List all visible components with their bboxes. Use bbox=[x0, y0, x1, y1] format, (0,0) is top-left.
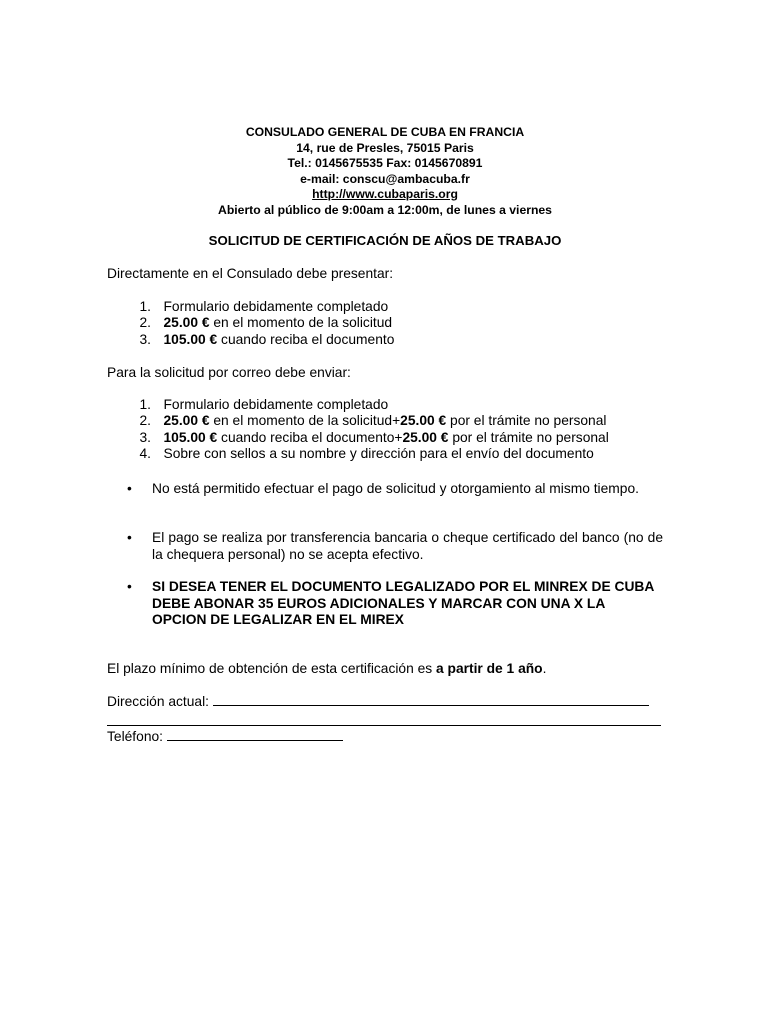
telefono-field bbox=[107, 728, 343, 744]
direccion-label: Dirección actual: bbox=[107, 694, 209, 709]
correo-requirements-list bbox=[107, 397, 667, 462]
consulate-address: 14, rue de Presles, 75015 Paris bbox=[296, 140, 474, 155]
note-legalization: • SI DESEA TENER EL DOCUMENTO LEGALIZADO POR EL MINREX DE CUBA DEBE ABONAR 35 EUROS ADICIONALES Y MARCAR CON UNA X LA OPCION DE LEGALIZAR EN EL MIREX bbox=[127, 579, 654, 627]
direccion-field bbox=[107, 693, 649, 709]
telefono-input-line[interactable] bbox=[167, 728, 343, 741]
direccion-input-line[interactable] bbox=[213, 693, 649, 706]
list-item: 1. Formulario debidamente completado bbox=[139, 397, 389, 412]
plazo-statement: El plazo mínimo de obtención de esta certificación es a partir de 1 año. bbox=[107, 661, 547, 676]
list-item: 3. 105.00 € cuando reciba el documento bbox=[139, 331, 395, 347]
consulate-phone-fax: Tel.: 0145675535 Fax: 0145670891 bbox=[287, 156, 483, 170]
list-item: 1. Formulario debidamente completado bbox=[139, 299, 389, 314]
direccion-input-line-2[interactable] bbox=[107, 725, 661, 726]
opening-hours: Abierto al público de 9:00am a 12:00m, de lunes a viernes bbox=[218, 202, 552, 217]
note-payment-timing: • No está permitido efectuar el pago de solicitud y otorgamiento al mismo tiempo. bbox=[127, 481, 639, 496]
document-title: SOLICITUD DE CERTIFICACIÓN DE AÑOS DE TRABAJO bbox=[208, 233, 562, 248]
note-payment-method: • El pago se realiza por transferencia bancaria o cheque certificado del banco (no de la chequera personal) no se acepta efectivo. bbox=[127, 530, 663, 562]
telefono-label: Teléfono: bbox=[107, 729, 163, 744]
consulado-intro: Directamente en el Consulado debe presentar: bbox=[107, 266, 394, 281]
consulate-header bbox=[0, 125, 770, 218]
consulate-website-link[interactable]: http://www.cubaparis.org bbox=[312, 187, 458, 201]
list-item: 3. 105.00 € cuando reciba el documento+25.00 € por el trámite no personal bbox=[139, 429, 609, 445]
list-item: 2. 25.00 € en el momento de la solicitud+25.00 € por el trámite no personal bbox=[139, 413, 607, 429]
consulado-requirements-list bbox=[107, 299, 667, 348]
consulate-email: e-mail: conscu@ambacuba.fr bbox=[300, 171, 470, 186]
correo-intro: Para la solicitud por correo debe enviar: bbox=[107, 365, 351, 380]
consulate-name: CONSULADO GENERAL DE CUBA EN FRANCIA bbox=[245, 125, 525, 139]
list-item: 4. Sobre con sellos a su nombre y dirección para el envío del documento bbox=[139, 445, 594, 461]
list-item: 2. 25.00 € en el momento de la solicitud bbox=[139, 315, 393, 331]
